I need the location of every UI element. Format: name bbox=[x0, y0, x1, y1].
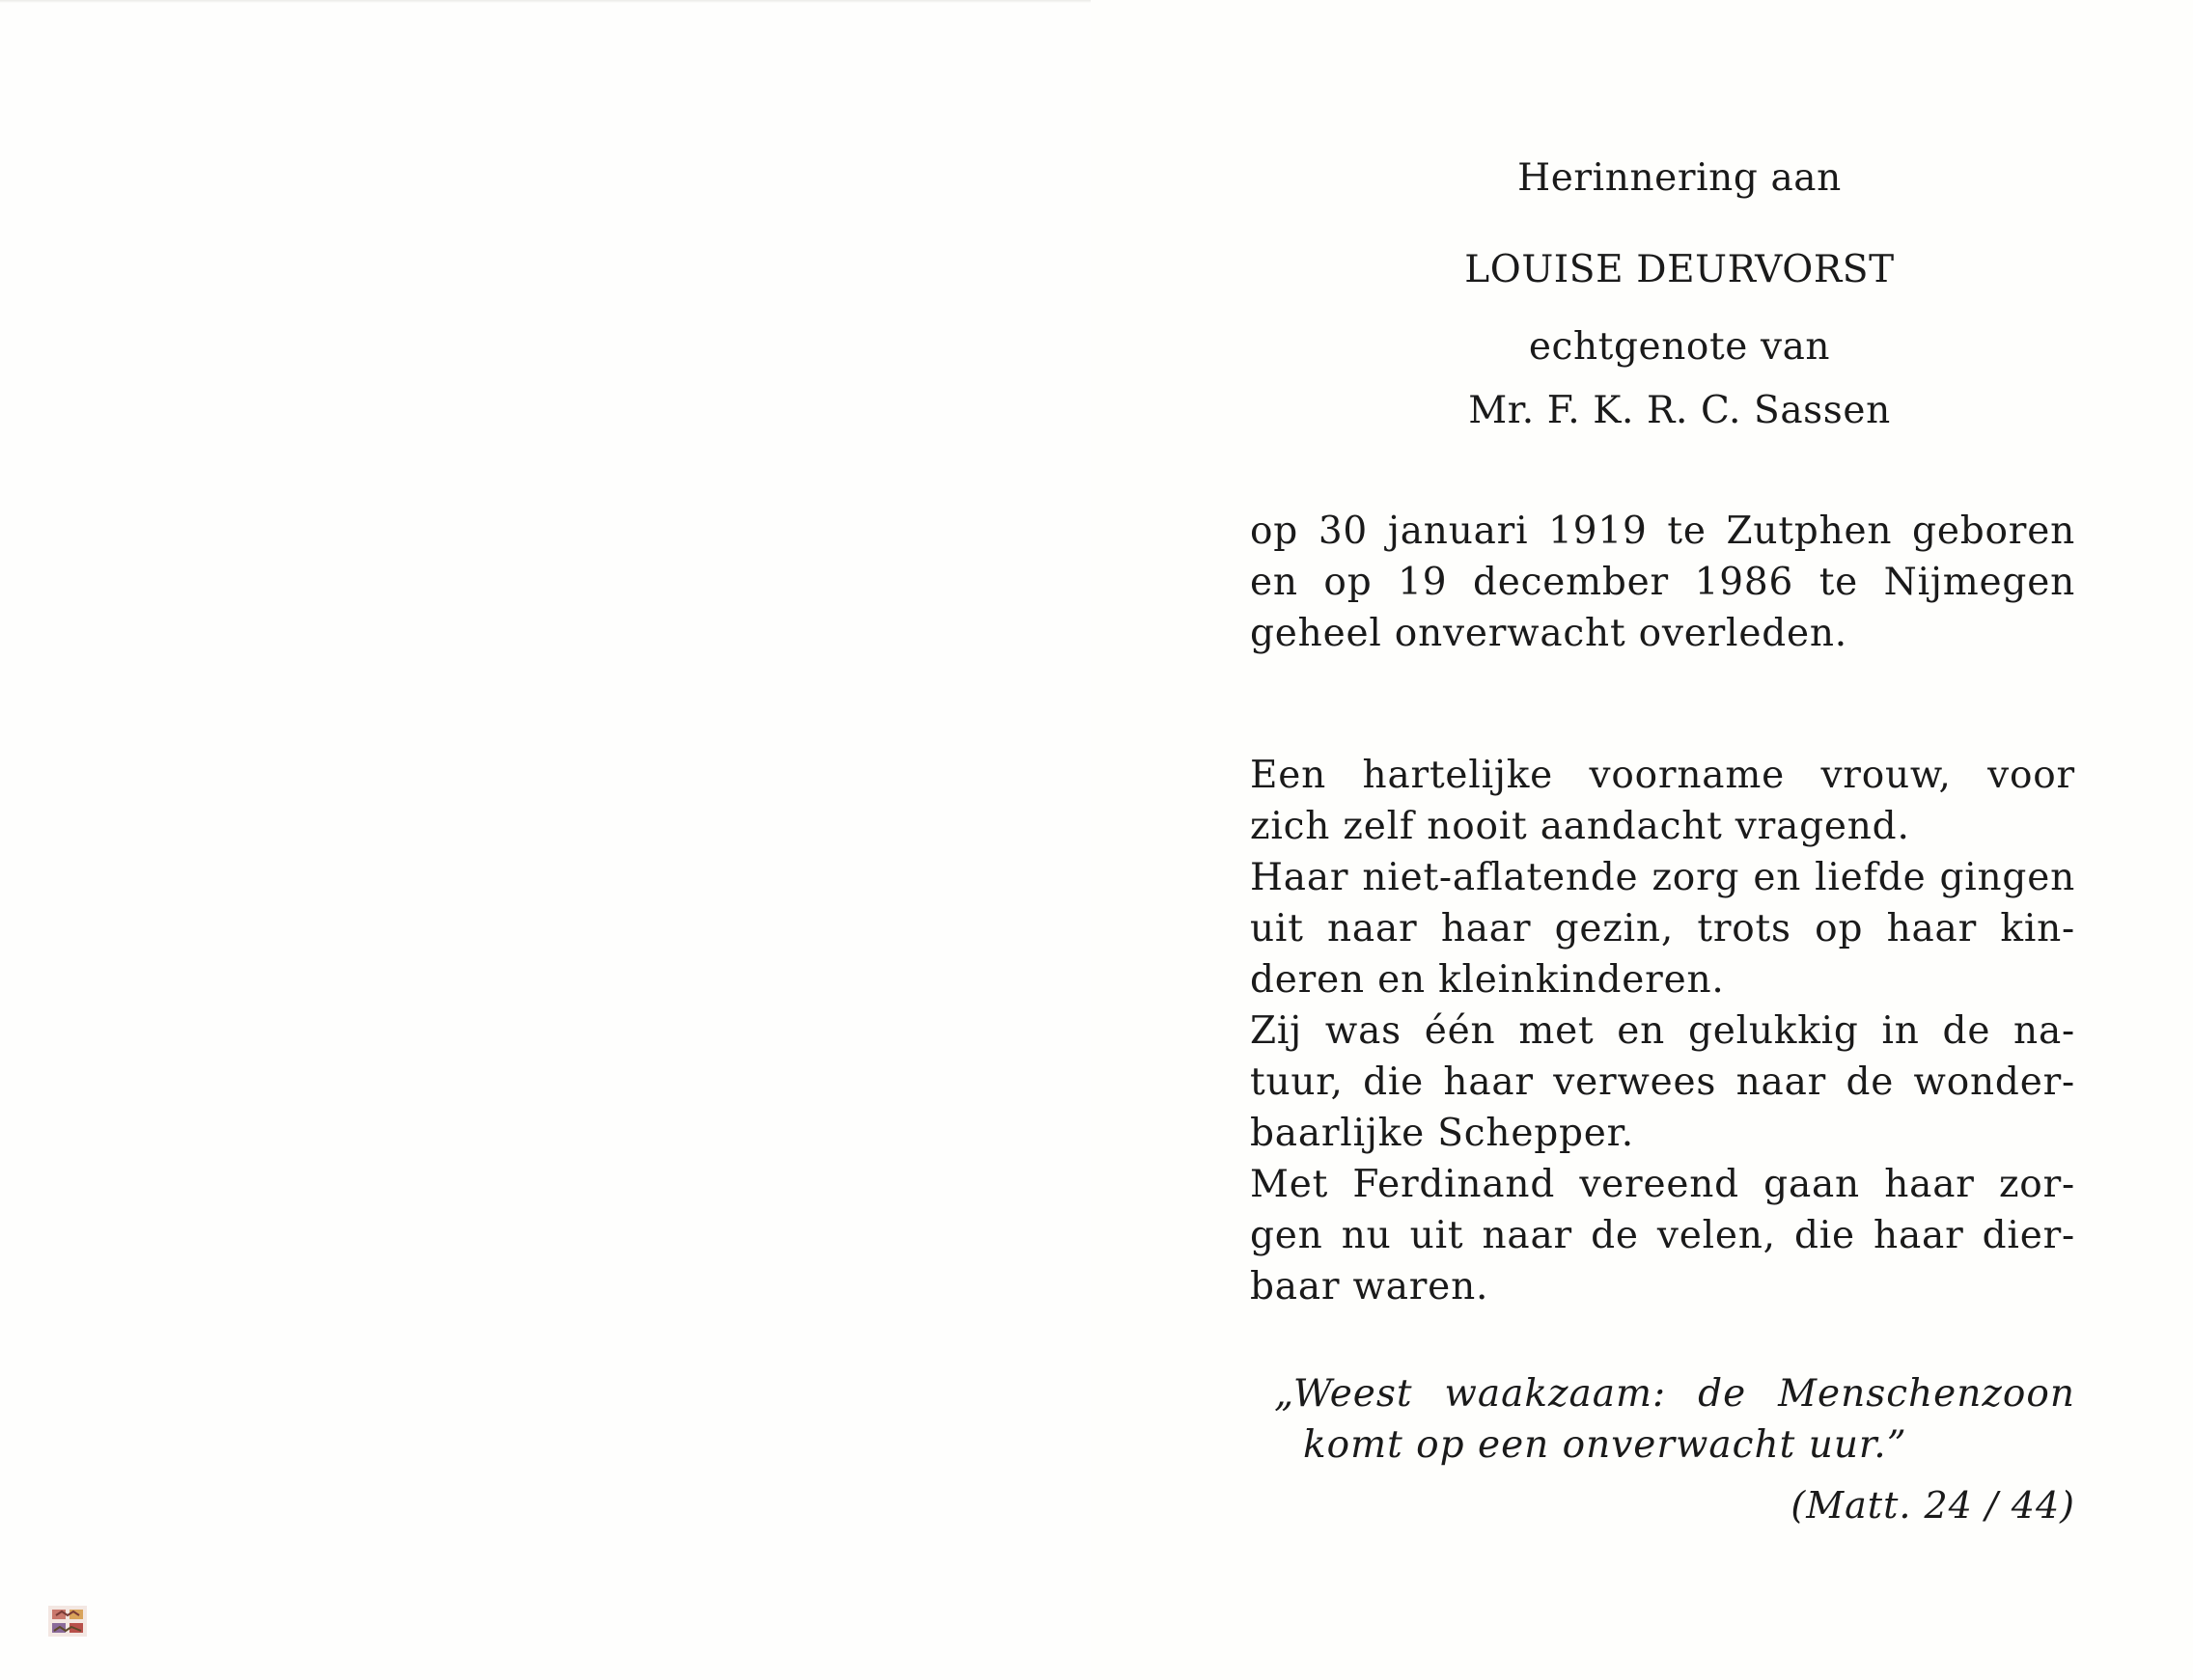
dates-line: geheel onverwacht overleden. bbox=[1250, 612, 1847, 655]
tribute-line: tuur, die haar verwees naar de wonder- bbox=[1250, 1060, 2075, 1104]
bible-quote bbox=[1274, 1368, 2075, 1471]
tribute-line: deren en kleinkinderen. bbox=[1250, 958, 1725, 1002]
tribute-line: uit naar haar gezin, trots op haar kin- bbox=[1250, 907, 2075, 950]
tribute-line: zich zelf nooit aandacht vragend. bbox=[1250, 805, 1910, 848]
dates-line: op 30 januari 1919 te Zutphen geboren bbox=[1250, 510, 2075, 553]
tribute-line: gen nu uit naar de velen, die haar dier- bbox=[1250, 1214, 2075, 1257]
tribute-line: Een hartelijke voorname vrouw, voor bbox=[1250, 754, 2075, 797]
tribute-line: Haar niet-aflatende zorg en liefde gingen bbox=[1250, 856, 2075, 899]
relation-text: echtgenote van bbox=[1528, 325, 1831, 369]
quote-line: komt op een onverwacht uur.” bbox=[1303, 1423, 1907, 1467]
quote-citation: (Matt. 24 / 44) bbox=[1790, 1484, 2075, 1527]
left-page bbox=[0, 0, 1091, 1680]
tribute-paragraph bbox=[1250, 750, 2075, 1312]
intro-heading: Herinnering aan bbox=[1517, 156, 1842, 200]
tribute-line: baarlijke Schepper. bbox=[1250, 1112, 1634, 1155]
tribute-line: Met Ferdinand vereend gaan haar zor- bbox=[1250, 1163, 2075, 1206]
printer-crest-icon bbox=[46, 1602, 89, 1640]
life-dates bbox=[1250, 506, 2075, 659]
tribute-line: baar waren. bbox=[1250, 1265, 1489, 1308]
dates-line: en op 19 december 1986 te Nijmegen bbox=[1250, 561, 2075, 604]
deceased-name: LOUISE DEURVORST bbox=[1464, 248, 1895, 291]
page-top-edge bbox=[0, 0, 1091, 3]
tribute-line: Zij was één met en gelukkig in de na- bbox=[1250, 1009, 2075, 1053]
quote-line: „Weest waakzaam: de Menschenzoon bbox=[1274, 1372, 2075, 1416]
spouse-name: Mr. F. K. R. C. Sassen bbox=[1468, 389, 1891, 432]
